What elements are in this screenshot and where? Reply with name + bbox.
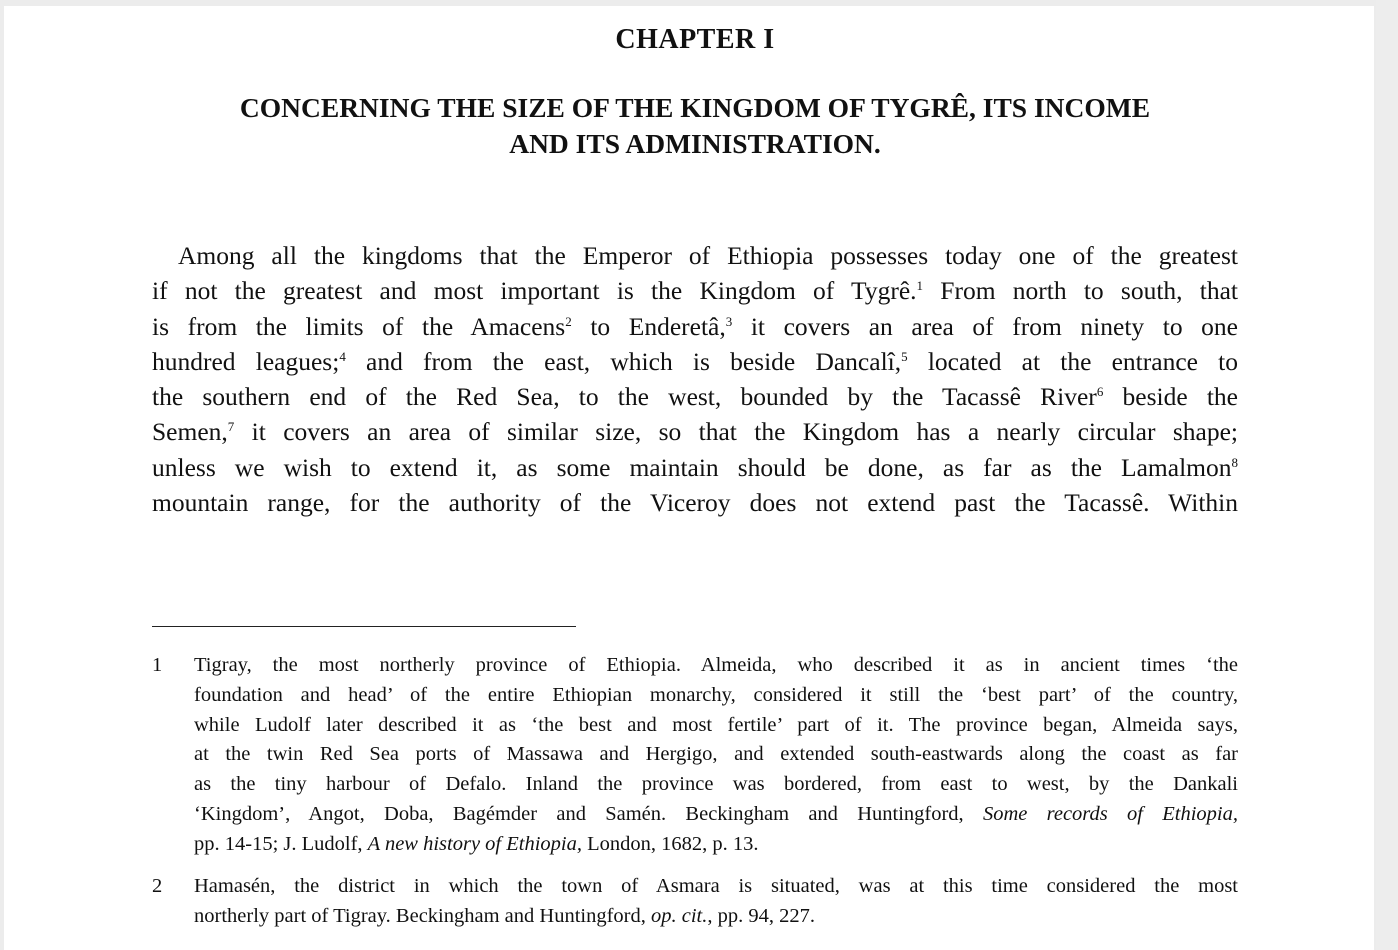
chapter-title-line: CONCERNING THE SIZE OF THE KINGDOM OF TYGRÊ, ITS INCOME: [239, 92, 1151, 123]
footnote-line: foundation and head’ of the entire Ethiopian monarchy, considered it still the ‘best part’ of the country,: [194, 683, 1238, 706]
footnote-number: 1: [152, 654, 163, 676]
body-line: [152, 238, 1238, 273]
chapter-title-line: AND ITS ADMINISTRATION.: [509, 128, 881, 159]
body-text: it covers an area of similar size, so that the Kingdom has a nearly circular shape;: [234, 417, 1238, 447]
chapter-title: [144, 90, 1246, 162]
body-line: [152, 485, 1238, 520]
footnote-ref[interactable]: 3: [725, 313, 733, 329]
body-text: is from the limits of the Amacens: [152, 311, 566, 341]
body-text: From north to south, that: [923, 276, 1239, 306]
footnote: [152, 872, 1238, 932]
footnote-text: [194, 651, 1238, 860]
body-text: to Enderetâ,: [571, 311, 726, 341]
footnote-ref[interactable]: 4: [339, 348, 346, 364]
footnote-text-run: London, 1682, p. 13.: [581, 832, 759, 855]
footnote-number: 2: [152, 875, 163, 897]
footnote-text-run: pp. 14-15; J. Ludolf,: [194, 832, 368, 855]
document-page: [4, 6, 1374, 950]
body-text: unless we wish to extend it, as some maintain should be done, as far as the Lamalmon: [152, 452, 1232, 482]
footnote-line: at the twin Red Sea ports of Massawa and Hergigo, and extended south-eastwards along the coast as far: [194, 743, 1238, 766]
footnote-text-run: , pp. 94, 227.: [707, 904, 815, 927]
footnote-ref[interactable]: 6: [1096, 384, 1104, 400]
body-text: mountain range, for the authority of the Viceroy does not extend past the Tacassê. Within: [152, 488, 1238, 518]
footnote: [152, 651, 1238, 860]
book-title: Some records of Ethiopia,: [982, 802, 1238, 825]
body-line: [152, 309, 1238, 344]
book-title: A new history of Ethiopia,: [367, 832, 582, 855]
body-text: Semen,: [152, 417, 228, 447]
body-text: beside the: [1103, 382, 1238, 412]
footnote-ref[interactable]: 8: [1231, 454, 1238, 470]
body-text: Among all the kingdoms that the Emperor of Ethiopia possesses today one of the greatest: [178, 241, 1238, 270]
chapter-heading: CHAPTER I: [615, 24, 775, 55]
body-line: [152, 379, 1238, 414]
footnote-line: Hamasén, the district in which the town of Asmara is situated, was at this time considered the most: [194, 875, 1238, 897]
footnote-ref[interactable]: 5: [901, 348, 908, 364]
footnote-line: [194, 800, 1238, 830]
body-paragraph: [152, 238, 1238, 520]
body-line: [152, 344, 1238, 379]
body-text: and from the east, which is beside Dancalî,: [345, 346, 902, 376]
body-text: it covers an area of from ninety to one: [732, 311, 1238, 341]
footnote-ref[interactable]: 2: [565, 313, 572, 329]
footnote-ref[interactable]: 1: [916, 278, 924, 294]
body-text: the southern end of the Red Sea, to the west, bounded by the Tacassê River: [152, 382, 1097, 412]
scrollbar[interactable]: [1376, 0, 1398, 950]
footnote-ref[interactable]: 7: [227, 419, 235, 435]
body-text: if not the greatest and most important is the Kingdom of Tygrê.: [152, 276, 917, 306]
citation-abbrev: op. cit.: [651, 904, 708, 927]
body-line: [152, 273, 1238, 308]
footnote-line: [194, 902, 1238, 932]
footnote-text-run: northerly part of Tigray. Beckingham and Huntingford,: [194, 904, 651, 927]
footnote-line: Tigray, the most northerly province of Ethiopia. Almeida, who described it as in ancient times ‘the: [194, 654, 1238, 676]
footnote-line: [194, 830, 1238, 860]
body-text: located at the entrance to: [907, 346, 1238, 376]
footnote-divider: [152, 626, 576, 627]
footnote-text-run: ‘Kingdom’, Angot, Doba, Bagémder and Samén. Beckingham and Huntingford,: [194, 802, 983, 825]
footnote-line: while Ludolf later described it as ‘the best and most fertile’ part of it. The province began, Almeida says,: [194, 713, 1238, 736]
body-line: [152, 450, 1238, 485]
body-line: [152, 414, 1238, 449]
body-text: hundred leagues;: [152, 346, 340, 376]
footnote-text: [194, 872, 1238, 932]
footnote-line: as the tiny harbour of Defalo. Inland the province was bordered, from east to west, by the Dankali: [194, 773, 1238, 796]
